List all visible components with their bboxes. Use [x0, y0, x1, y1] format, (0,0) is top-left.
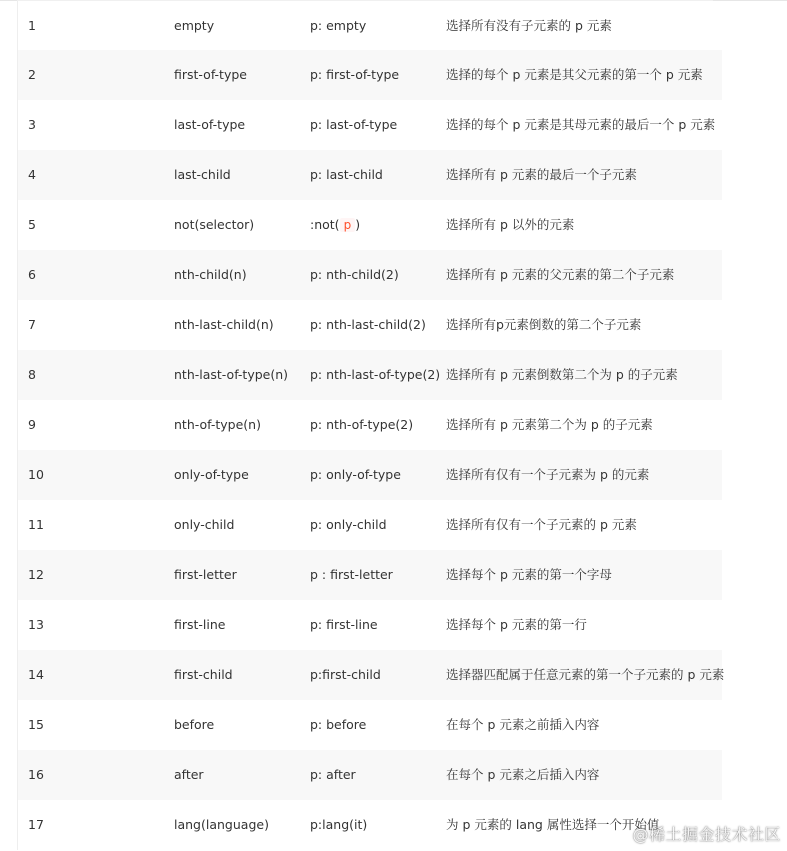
selector-name: last-child — [174, 167, 231, 182]
selector-name: only-child — [174, 517, 235, 532]
row-number: 3 — [28, 117, 36, 132]
row-number: 1 — [28, 17, 36, 33]
example-suffix: ) — [355, 217, 361, 232]
selector-example: p: empty — [310, 17, 367, 33]
row-number: 11 — [28, 517, 44, 532]
selector-name: lang(language) — [174, 817, 269, 832]
table-row — [18, 550, 722, 600]
table-row — [18, 50, 722, 100]
table-row — [18, 350, 722, 400]
selector-example: p: only-child — [310, 517, 387, 532]
row-number: 15 — [28, 717, 44, 732]
selector-name: only-of-type — [174, 467, 249, 482]
selector-example: p : first-letter — [310, 567, 393, 582]
selector-name: nth-child(n) — [174, 267, 247, 282]
selector-description: 选择所有p元素倒数的第二个子元素 — [446, 317, 642, 332]
selector-description: 为 p 元素的 lang 属性选择一个开始值 — [446, 817, 660, 832]
selector-name: after — [174, 767, 204, 782]
selector-description: 选择所有仅有一个子元素的 p 元素 — [446, 517, 637, 532]
selector-description: 选择所有 p 元素的父元素的第二个子元素 — [446, 267, 675, 282]
site-watermark: @稀土掘金技术社区 — [632, 825, 781, 844]
selector-description: 在每个 p 元素之后插入内容 — [446, 767, 600, 782]
selector-name: nth-last-child(n) — [174, 317, 274, 332]
selector-description: 选择所有 p 元素第二个为 p 的子元素 — [446, 417, 653, 432]
selector-example: p: nth-child(2) — [310, 267, 399, 282]
table-row — [18, 750, 722, 800]
row-number: 4 — [28, 167, 36, 182]
selector-name: first-letter — [174, 567, 237, 582]
selector-description: 选择每个 p 元素的第一行 — [446, 617, 587, 632]
selector-example: p:first-child — [310, 667, 381, 682]
selector-description: 选择每个 p 元素的第一个字母 — [446, 567, 612, 582]
table-row — [18, 150, 722, 200]
selector-example — [310, 200, 446, 250]
selector-example: p: after — [310, 767, 356, 782]
row-number: 14 — [28, 667, 44, 682]
table-row — [18, 400, 722, 450]
row-number: 7 — [28, 317, 36, 332]
selector-description: 选择所有 p 元素倒数第二个为 p 的子元素 — [446, 367, 678, 382]
selector-name: first-line — [174, 617, 226, 632]
table-row — [18, 650, 722, 700]
table-row — [18, 250, 722, 300]
selector-table-body — [18, 1, 725, 850]
row-number: 13 — [28, 617, 44, 632]
row-number: 6 — [28, 267, 36, 282]
row-number: 17 — [28, 817, 44, 832]
selector-name: not(selector) — [174, 217, 255, 232]
selector-name: last-of-type — [174, 117, 246, 132]
selector-description: 选择的每个 p 元素是其父元素的第一个 p 元素 — [446, 67, 703, 82]
selector-name: nth-of-type(n) — [174, 417, 261, 432]
selector-name: empty — [174, 17, 215, 33]
example-prefix: :not( — [310, 217, 340, 232]
row-number: 16 — [28, 767, 44, 782]
row-number: 5 — [28, 217, 36, 232]
selector-name: first-of-type — [174, 67, 247, 82]
selector-name: first-child — [174, 667, 233, 682]
selector-description: 在每个 p 元素之前插入内容 — [446, 717, 600, 732]
selector-name: before — [174, 717, 215, 732]
selector-example: p:lang(it) — [310, 817, 368, 832]
table-row — [18, 700, 722, 750]
selector-example: p: nth-last-of-type(2) — [310, 367, 441, 382]
inline-code: p — [340, 218, 356, 232]
table-row — [18, 1, 722, 50]
selector-description: 选择所有仅有一个子元素为 p 的元素 — [446, 467, 650, 482]
row-number: 10 — [28, 467, 44, 482]
table-row — [18, 450, 722, 500]
selector-example: p: nth-of-type(2) — [310, 417, 414, 432]
selector-description: 选择所有 p 以外的元素 — [446, 217, 575, 232]
table-row — [18, 200, 722, 250]
selector-description: 选择的每个 p 元素是其母元素的最后一个 p 元素 — [446, 117, 716, 132]
row-number: 8 — [28, 367, 36, 382]
table-row — [18, 300, 722, 350]
selector-example: p: first-line — [310, 617, 378, 632]
row-number: 9 — [28, 417, 36, 432]
selector-description: 选择所有 p 元素的最后一个子元素 — [446, 167, 637, 182]
selector-description: 选择器匹配属于任意元素的第一个子元素的 p 元素 — [446, 667, 725, 682]
selector-example: p: last-child — [310, 167, 383, 182]
selector-example: p: first-of-type — [310, 67, 400, 82]
table-row — [18, 100, 722, 150]
selector-example: p: nth-last-child(2) — [310, 317, 426, 332]
selector-description: 选择所有没有子元素的 p 元素 — [446, 17, 612, 33]
selector-example: p: before — [310, 717, 367, 732]
row-number: 2 — [28, 67, 36, 82]
selector-example: p: only-of-type — [310, 467, 401, 482]
selector-example: p: last-of-type — [310, 117, 398, 132]
row-number: 12 — [28, 567, 44, 582]
table-row — [18, 500, 722, 550]
table-row — [18, 600, 722, 650]
selector-name: nth-last-of-type(n) — [174, 367, 289, 382]
selector-table — [17, 0, 725, 850]
table-row — [18, 800, 722, 850]
